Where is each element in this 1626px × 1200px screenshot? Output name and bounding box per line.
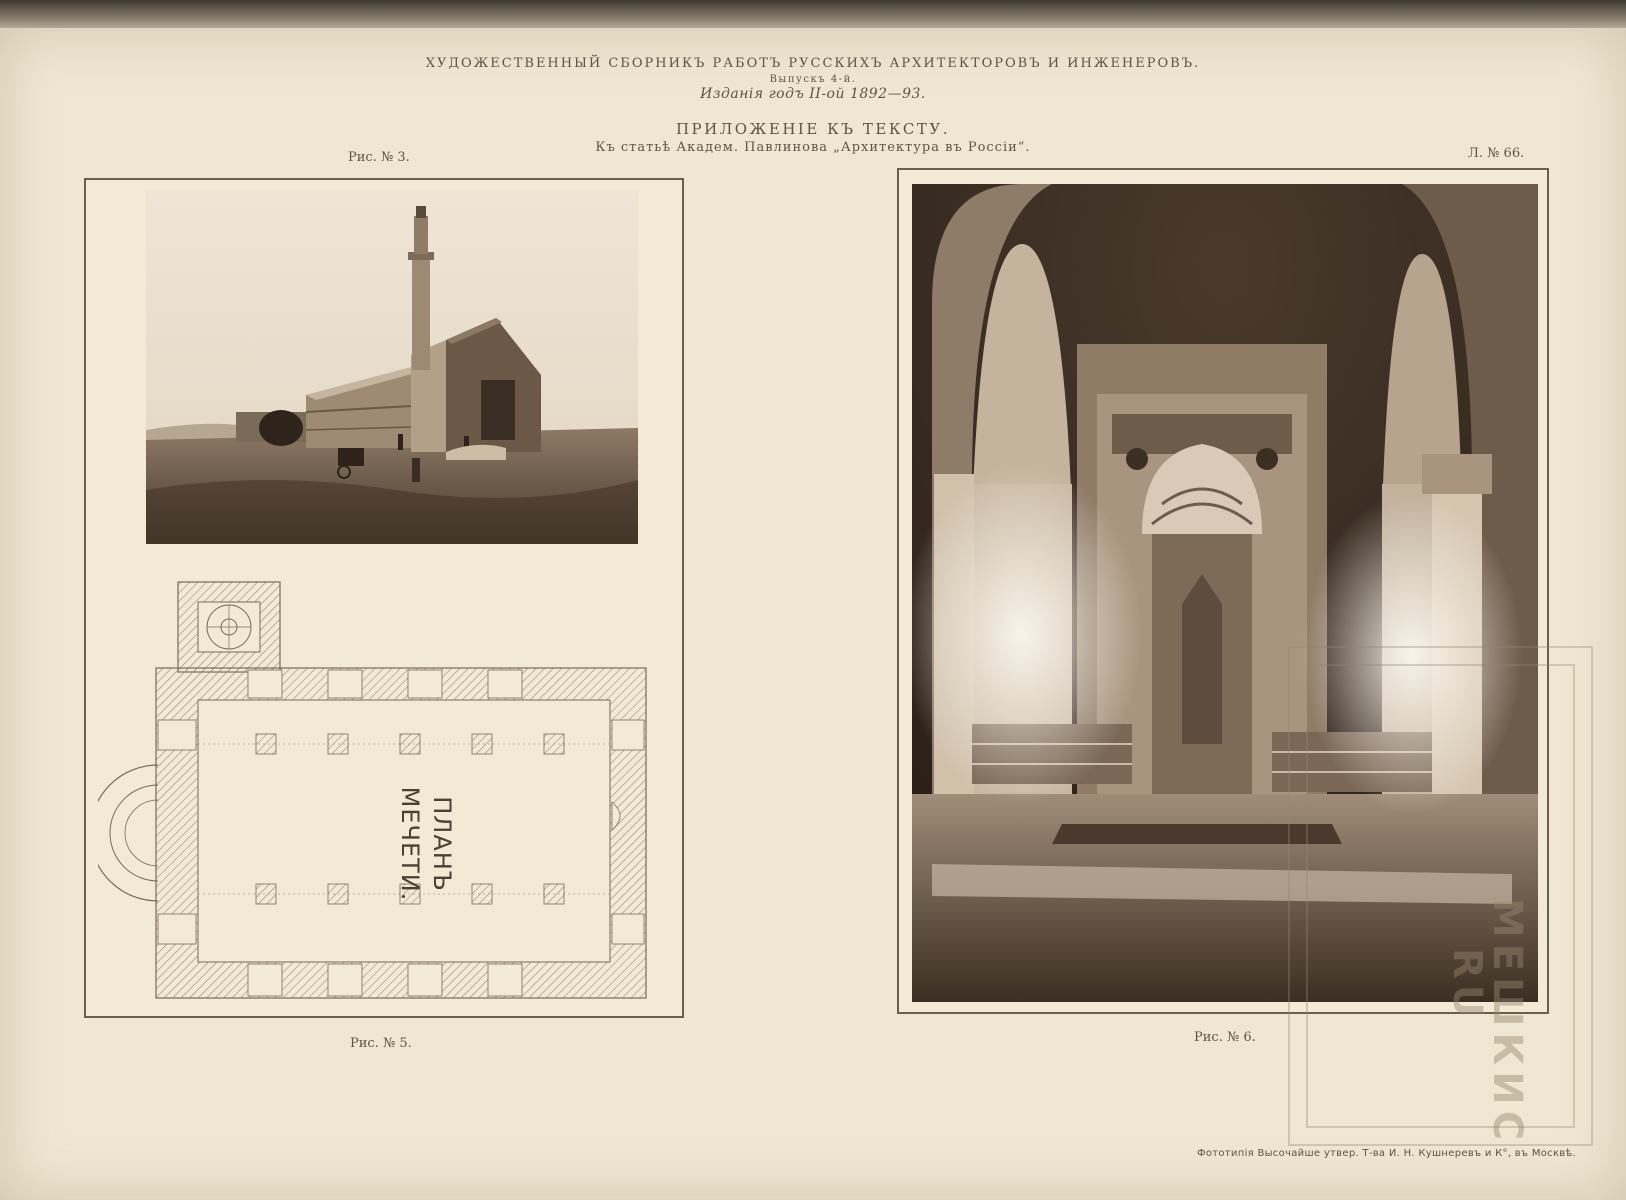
fig5-label: Рис. № 5. — [350, 1036, 412, 1051]
printer-credit: Фототипія Высочайше утвер. Т-ва И. Н. Кушнеревъ и К°, въ Москвѣ. — [1196, 1148, 1576, 1159]
watermark-text-ru: RU — [1444, 948, 1490, 1024]
article-reference: Къ статьѣ Академ. Павлинова „Архитектура въ Россіи“. — [595, 140, 1031, 155]
plan-title-line2: МЕЧЕТИ. — [396, 786, 424, 902]
appendix-title: ПРИЛОЖЕНІЕ КЪ ТЕКСТУ. — [675, 120, 951, 138]
album-title: ХУДОЖЕСТВЕННЫЙ СБОРНИКЪ РАБОТЪ РУССКИХЪ АРХИТЕКТОРОВЪ И ИНЖЕНЕРОВЪ. — [425, 56, 1201, 71]
fig6-label: Рис. № 6. — [1194, 1030, 1256, 1045]
issue-number: Выпускъ 4-й. — [769, 74, 857, 85]
watermark-text: МЕШКИС — [1484, 898, 1530, 1147]
publication-year: Изданія годъ II-ой 1892—93. — [700, 86, 926, 102]
sheet-number: Л. № 66. — [1468, 146, 1525, 161]
fig3-label: Рис. № 3. — [348, 150, 410, 165]
mosque-exterior-photo — [146, 190, 638, 544]
plan-title-line1: ПЛАНЪ — [428, 796, 456, 892]
watermark-inner-frame — [1306, 664, 1575, 1128]
plan-title — [368, 784, 458, 904]
watermark-frame — [1288, 646, 1593, 1146]
mosque-exterior-photo-icon — [146, 190, 638, 544]
